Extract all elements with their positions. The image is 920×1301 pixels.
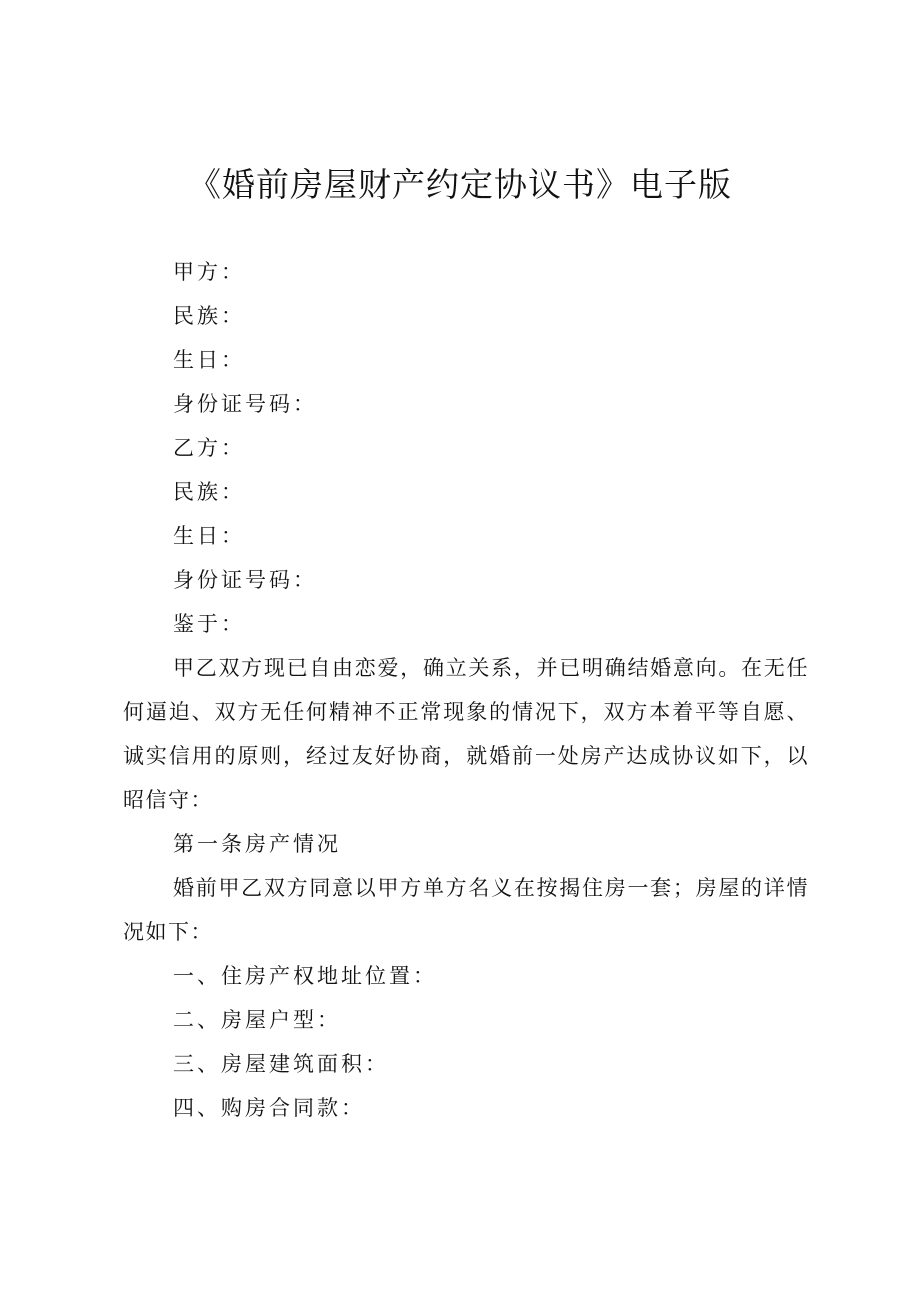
party-b-birthday-label: 生日： [173,524,245,548]
article1-item: 三、房屋建筑面积： [173,1052,389,1076]
article1-heading: 第一条房产情况 [173,832,341,856]
article1-item: 四、购房合同款： [173,1096,365,1120]
party-a-id-label: 身份证号码： [173,392,317,416]
party-b-id-label: 身份证号码： [173,568,317,592]
party-b-name-label: 乙方： [173,436,245,460]
party-a-ethnicity-label: 民族： [173,304,245,328]
party-a-name-label: 甲方： [173,260,245,284]
article1-intro: 婚前甲乙双方同意以甲方单方名义在按揭住房一套；房屋的详情况如下： [123,876,809,944]
party-b-ethnicity-label: 民族： [173,480,245,504]
document-title: 《婚前房屋财产约定协议书》电子版 [188,165,732,204]
preamble-paragraph: 甲乙双方现已自由恋爱，确立关系，并已明确结婚意向。在无任何逼迫、双方无任何精神不正常现象的情况下，双方本着平等自愿、诚实信用的原则，经过友好协商，就婚前一处房产达成协议如下，以昭信守： [123,656,809,812]
article1-item: 一、住房产权地址位置： [173,964,437,988]
article1-item: 二、房屋户型： [173,1008,341,1032]
document-body [123,250,809,1130]
party-a-birthday-label: 生日： [173,348,245,372]
whereas-label: 鉴于： [173,612,245,636]
